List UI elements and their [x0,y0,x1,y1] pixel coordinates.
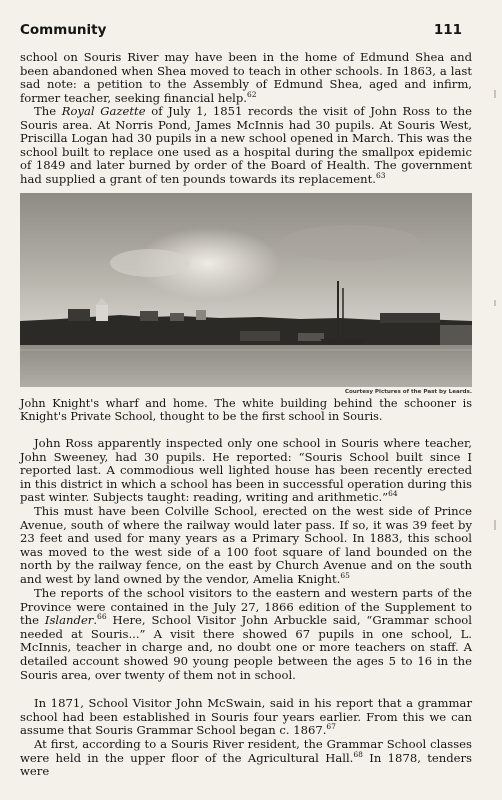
paragraph-2: The Royal Gazette of July 1, 1851 records the visit of John Ross to the Souris area. At Norris Pond, James McInnis had 30 pupils. At Souris West, Priscilla Logan had 30 pupils in a new school opened in March. This was the school built to replace one used as a hospital during the smallpox epidemic of 1849 and later burned by order of the Board of Health. The government had supplied a grant of ten pounds towards its replacement.$^{63}$ [20,104,473,186]
paragraph-6: In 1871, School Visitor John McSwain, said in his report that a grammar school had been established in Souris four years earlier. From this we can assume that Souris Grammar School began c. 1867.67 [20,696,472,738]
page-number: 111 [433,22,462,38]
margin-mark [494,300,496,306]
paragraph-4: This must have been Colville School, erected on the west side of Prince Avenue, south of where the railway would later pass. If so, it was 39 feet by 23 feet and used for many years as a Primary School. In 1883, this school was moved to the west side of a 100 foot square of land bounded on the north by the railway fence, on the east by Church Avenue and on the south and west by land owned by the vendor, Amelia Knight.$^{65}$ [20,504,472,586]
historical-photo [20,193,472,387]
running-header [20,22,462,42]
photo-credit: Courtesy Pictures of the Past by Leards. [344,389,472,395]
harbour-scene-image [20,193,472,387]
photo-caption: John Knight's wharf and home. The white building behind the schooner is Knight's Private School, thought to be the first school in Souris. [20,397,472,424]
section-title: Community [20,22,107,38]
paragraph-1: school on Souris River may have been in the home of Edmund Shea and been abandoned when Shea moved to teach in other schools. In 1863, a last sad note: a petition to the Assembly of Edmund Shea, aged and infirm, former teacher, seeking financial help.$^{62}$ [20,50,472,105]
italic-title: Islander [44,613,94,628]
paragraph-5: The reports of the school visitors to the eastern and western parts of the Province were contained in the July 27, 1866 edition of the Supplement to the Islander.$^{66}$ Here, School Visitor John Arbuckle said, “Grammar school needed at Souris...” A visit there showed 67 pupils in one school, L. McInnis, teacher in charge and, no doubt one or more teachers on staff. A detailed account showed 90 young people between the ages 5 to 16 in the Souris area, over twenty of them not in school. [20,586,472,682]
paragraph-7: At first, according to a Souris River resident, the Grammar School classes were held in the upper floor of the Agricultural Hall.$^{68}$ In 1878, tenders were [20,737,472,779]
footnote-ref: 65 [340,571,350,581]
footnote-ref: 66 [97,612,107,622]
footnote-ref: 64 [388,489,398,499]
footnote-ref: 63 [375,171,386,181]
italic-title: Royal Gazette [61,104,146,118]
margin-mark [494,520,496,530]
footnote-ref: 62 [247,89,257,99]
footnote-ref: 68 [353,749,363,759]
footnote-ref: 67 [326,722,336,732]
margin-mark [494,90,496,98]
paragraph-3: John Ross apparently inspected only one school in Souris where teacher, John Sweeney, had 30 pupils. He reported: “Souris School built since I reported last. A commodious well lighted house has been recently erected in this district in which a school has been in successful operation during this past winter. Subjects taught: reading, writing and arithmetic.”$^{64}$ [20,436,472,505]
